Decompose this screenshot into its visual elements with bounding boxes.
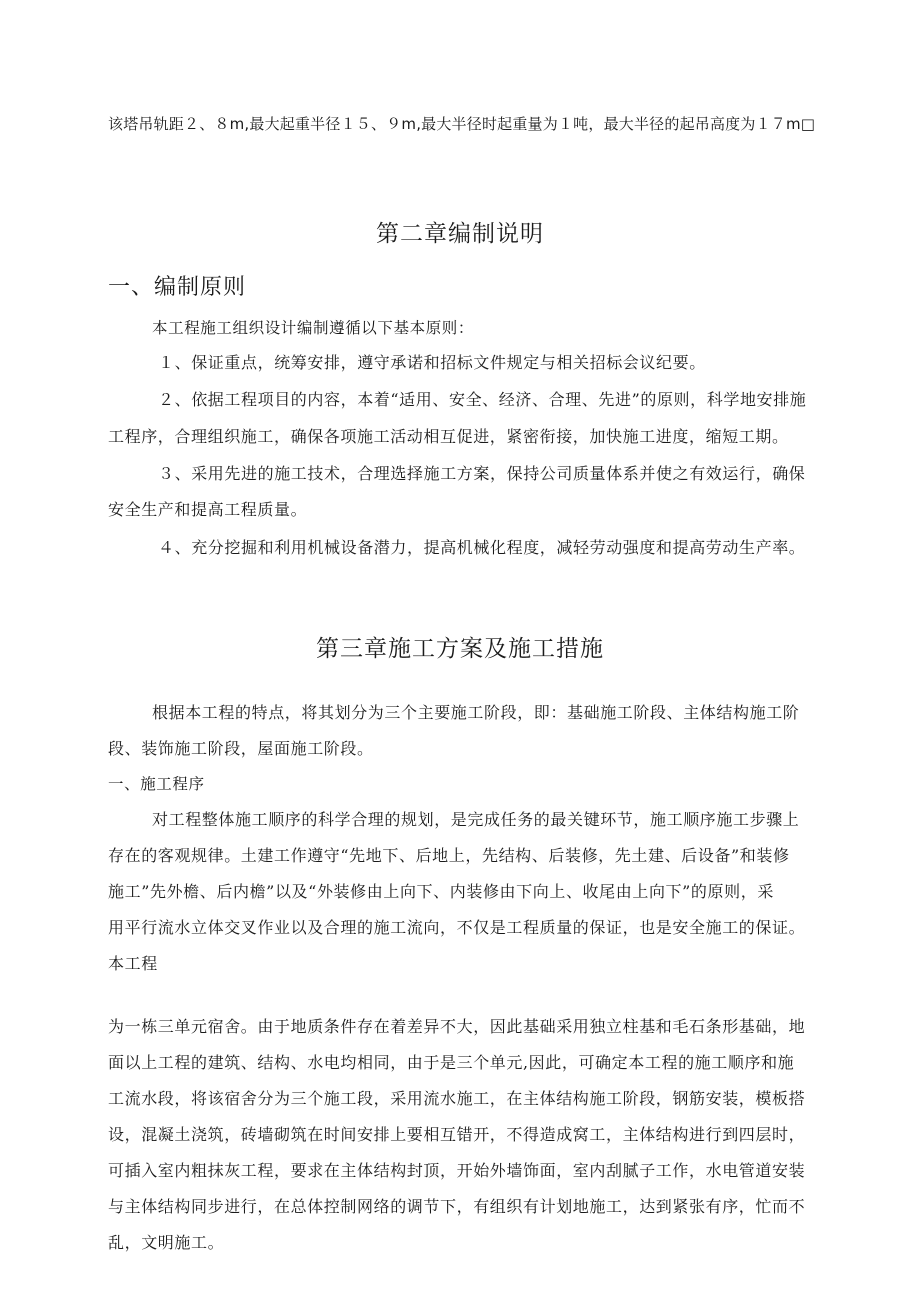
chapter-3-para-1-line: 施工”先外檐、后内檐”以及“外装修由上向下、内装修由下向上、收尾由上向下”的原则，采	[108, 882, 774, 901]
chapter-3-para-2-line: 可插入室内粗抹灰工程，要求在主体结构封顶，开始外墙饰面，室内刮腻子工作，水电管道安装	[108, 1161, 806, 1180]
chapter-2-section-1-title: 一、编制原则	[108, 275, 247, 300]
chapter-2-title: 第二章编制说明	[376, 221, 544, 247]
chapter-3-para-1-line: 本工程	[108, 954, 158, 973]
chapter-2-line: ２、依据工程项目的内容，本着“适用、安全、经济、合理、先进”的原则，科学地安排施	[158, 390, 807, 409]
chapter-3-para-1-line: 对工程整体施工顺序的科学合理的规划，是完成任务的最关键环节，施工顺序施工步骤上	[152, 810, 800, 829]
chapter-3-para-2-line: 乱，文明施工。	[108, 1233, 225, 1252]
chapter-2-line: 本工程施工组织设计编制遵循以下基本原则：	[152, 319, 475, 337]
chapter-2-line: ４、充分挖掘和利用机械设备潜力，提高机械化程度，减轻劳动强度和提高劳动生产率。	[158, 538, 806, 557]
chapter-3-para-1-line: 用平行流水立体交叉作业以及合理的施工流向，不仅是工程质量的保证，也是安全施工的保证。	[108, 918, 806, 937]
chapter-2-line: 安全生产和提高工程质量。	[108, 500, 308, 519]
chapter-3-para-1-line: 存在的客观规律。土建工作遵守“先地下、后地上，先结构、后装修，先土建、后设备”和装修	[108, 846, 790, 865]
chapter-3-intro-line: 根据本工程的特点，将其划分为三个主要施工阶段，即：基础施工阶段、主体结构施工阶	[152, 703, 800, 722]
chapter-3-para-2-line: 为一栋三单元宿舍。由于地质条件存在着差异不大，因此基础采用独立柱基和毛石条形基础，地	[108, 1017, 806, 1036]
intro-line: 该塔吊轨距２、８m,最大起重半径１５、９m,最大半径时起重量为１吨，最大半径的起吊高度为１７m□	[108, 115, 816, 133]
chapter-2-line: ３、采用先进的施工技术，合理选择施工方案，保持公司质量体系并使之有效运行，确保	[158, 464, 806, 483]
chapter-2-line: 工程序，合理组织施工，确保各项施工活动相互促进，紧密衔接，加快施工进度，缩短工期。	[108, 427, 789, 446]
chapter-3-intro-line: 段、装饰施工阶段，屋面施工阶段。	[108, 739, 374, 758]
chapter-3-para-2-line: 面以上工程的建筑、结构、水电均相同，由于是三个单元,因此，可确定本工程的施工顺序和施	[108, 1053, 795, 1072]
chapter-3-section-1-title: 一、施工程序	[108, 775, 205, 793]
chapter-2-line: １、保证重点，统筹安排，遵守承诺和招标文件规定与相关招标会议纪要。	[158, 353, 706, 372]
chapter-3-para-2-line: 与主体结构同步进行，在总体控制网络的调节下，有组织有计划地施工，达到紧张有序，忙而不	[108, 1197, 806, 1216]
chapter-3-title: 第三章施工方案及施工措施	[316, 636, 604, 662]
chapter-3-para-2-line: 设，混凝土浇筑，砖墙砌筑在时间安排上要相互错开，不得造成窝工，主体结构进行到四层时，	[108, 1125, 806, 1144]
chapter-3-para-2-line: 工流水段，将该宿舍分为三个施工段，采用流水施工，在主体结构施工阶段，钢筋安装，模板搭	[108, 1089, 806, 1108]
